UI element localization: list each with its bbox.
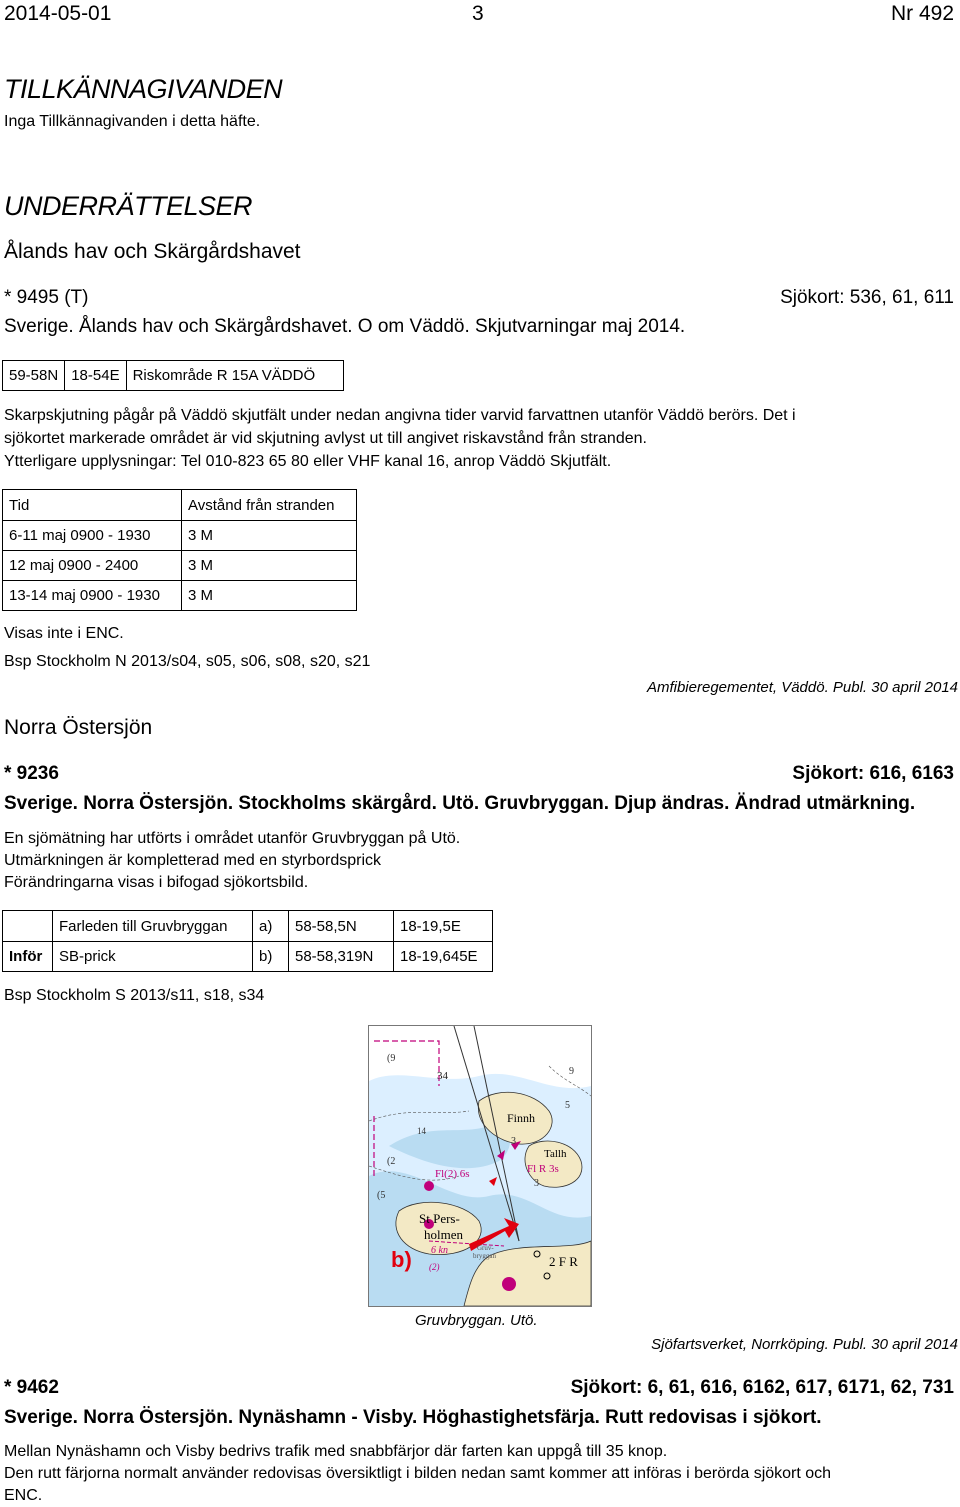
map-label: Gruv- bbox=[477, 1244, 494, 1252]
announcements-title: TILLKÄNNAGIVANDEN bbox=[4, 74, 283, 104]
notice-body-line: Skarpskjutning pågår på Väddö skjutfält under nedan angivna tider varvid farvattnen utanför Väddö berörs. Det i bbox=[4, 407, 796, 424]
table-row bbox=[3, 551, 357, 581]
table-cell: Farleden till Gruvbryggan bbox=[53, 911, 253, 942]
bsp-reference: Bsp Stockholm S 2013/s11, s18, s34 bbox=[4, 987, 265, 1004]
issue-number: Nr 492 bbox=[890, 2, 954, 25]
region-heading: Norra Östersjön bbox=[4, 716, 153, 739]
map-sounding: (9 bbox=[387, 1053, 396, 1064]
table-cell: Inför bbox=[3, 942, 53, 972]
table-cell: 12 maj 0900 - 2400 bbox=[3, 551, 182, 581]
notices-title: UNDERRÄTTELSER bbox=[4, 191, 253, 221]
table-row bbox=[3, 911, 493, 942]
map-label: 14 bbox=[417, 1126, 426, 1136]
table-cell bbox=[3, 911, 53, 942]
table-cell: 3 M bbox=[182, 581, 357, 611]
notice-body-line: En sjömätning har utförts i området utanför Gruvbryggan på Utö. bbox=[4, 830, 461, 847]
notice-id: * 9236 bbox=[4, 763, 59, 784]
map-label: holmen bbox=[424, 1227, 463, 1242]
notice-body-line: Förändringarna visas i bifogad sjökortsbild. bbox=[4, 874, 309, 891]
position-area: Riskområde R 15A VÄDDÖ bbox=[126, 361, 344, 391]
table-cell: 6-11 maj 0900 - 1930 bbox=[3, 521, 182, 551]
notice-id: * 9495 (T) bbox=[4, 287, 89, 308]
notice-body-line: Utmärkningen är kompletterad med en styrbordsprick bbox=[4, 852, 382, 869]
table-row bbox=[3, 521, 357, 551]
notice-body-line: Mellan Nynäshamn och Visby bedrivs trafik med snabbfärjor där farten kan uppgå till 35 knop. bbox=[4, 1443, 668, 1460]
map-label: Fl R 3s bbox=[527, 1163, 559, 1175]
notice-source: Amfibieregementet, Väddö. Publ. 30 april 2014 bbox=[646, 679, 958, 696]
map-label: (2) bbox=[429, 1262, 440, 1272]
map-label: Tallh bbox=[544, 1148, 567, 1160]
map-label: St Pers- bbox=[419, 1211, 460, 1226]
bsp-reference: Bsp Stockholm N 2013/s04, s05, s06, s08, s20, s21 bbox=[4, 653, 371, 670]
map-sounding: (5 bbox=[377, 1190, 386, 1201]
notice-subject: Sverige. Ålands hav och Skärgårdshavet. O om Väddö. Skjutvarningar maj 2014. bbox=[4, 316, 686, 337]
map-label: 6 kn bbox=[431, 1245, 448, 1256]
position-lat: 59-58N bbox=[3, 361, 65, 391]
notice-subject: Sverige. Norra Östersjön. Nynäshamn - Visby. Höghastighetsfärja. Rutt redovisas i sjökort. bbox=[4, 1407, 822, 1428]
table-header: Tid bbox=[3, 490, 182, 521]
notice-charts: Sjökort: 6, 61, 616, 6162, 617, 6171, 62, 731 bbox=[570, 1377, 954, 1398]
table-cell: a) bbox=[253, 911, 289, 942]
table-cell: 58-58,5N bbox=[289, 911, 394, 942]
page-number: 3 bbox=[472, 2, 484, 25]
table-cell: SB-prick bbox=[53, 942, 253, 972]
announcements-text: Inga Tillkännagivanden i detta häfte. bbox=[4, 113, 261, 130]
nautical-chart-excerpt bbox=[368, 1025, 592, 1307]
table-cell: 18-19,5E bbox=[394, 911, 493, 942]
table-cell: 13-14 maj 0900 - 1930 bbox=[3, 581, 182, 611]
notice-source: Sjöfartsverket, Norrköping. Publ. 30 april 2014 bbox=[651, 1336, 958, 1353]
map-sounding: 3 bbox=[534, 1178, 539, 1189]
map-sounding: 9 bbox=[569, 1066, 574, 1077]
position-lon: 18-54E bbox=[65, 361, 126, 391]
table-cell: 3 M bbox=[182, 521, 357, 551]
map-label: bryggan bbox=[473, 1252, 496, 1260]
map-label: b) bbox=[391, 1247, 412, 1272]
map-label: 2 F R bbox=[549, 1254, 578, 1269]
enc-note: Visas inte i ENC. bbox=[4, 625, 124, 642]
notice-charts: Sjökort: 616, 6163 bbox=[792, 763, 954, 784]
marking-table bbox=[2, 910, 493, 972]
map-label: Fl(2) 6s bbox=[435, 1168, 470, 1180]
table-row bbox=[3, 942, 493, 972]
notice-id: * 9462 bbox=[4, 1377, 59, 1398]
region-heading: Ålands hav och Skärgårdshavet bbox=[4, 240, 301, 263]
schedule-table bbox=[2, 489, 357, 611]
map-label: 34 bbox=[437, 1070, 448, 1082]
table-cell: b) bbox=[253, 942, 289, 972]
map-sounding: (2 bbox=[387, 1156, 396, 1167]
position-table bbox=[2, 360, 344, 391]
chart-caption: Gruvbryggan. Utö. bbox=[415, 1312, 538, 1329]
map-sounding: 3 bbox=[511, 1136, 516, 1147]
table-row bbox=[3, 581, 357, 611]
notice-charts: Sjökort: 536, 61, 611 bbox=[780, 287, 954, 308]
map-sounding: 5 bbox=[565, 1100, 570, 1111]
table-cell: 58-58,319N bbox=[289, 942, 394, 972]
notice-body-line: sjökortet markerade området är vid skjutning avlyst ut till angivet riskavstånd från stranden. bbox=[4, 430, 647, 447]
table-cell: 3 M bbox=[182, 551, 357, 581]
notice-body-line: Den rutt färjorna normalt använder redovisas översiktligt i bilden nedan samt kommer att införas i berörda sjökort och bbox=[4, 1465, 832, 1482]
map-label: Finnh bbox=[507, 1111, 536, 1125]
notice-body-line: Ytterligare upplysningar: Tel 010-823 65 80 eller VHF kanal 16, anrop Väddö Skjutfält. bbox=[4, 453, 612, 470]
notice-body-line: ENC. bbox=[4, 1487, 43, 1504]
table-cell: 18-19,645E bbox=[394, 942, 493, 972]
table-header: Avstånd från stranden bbox=[182, 490, 357, 521]
header-date: 2014-05-01 bbox=[4, 2, 112, 25]
notice-subject: Sverige. Norra Östersjön. Stockholms skärgård. Utö. Gruvbryggan. Djup ändras. Ändrad utmärkning. bbox=[4, 793, 916, 814]
